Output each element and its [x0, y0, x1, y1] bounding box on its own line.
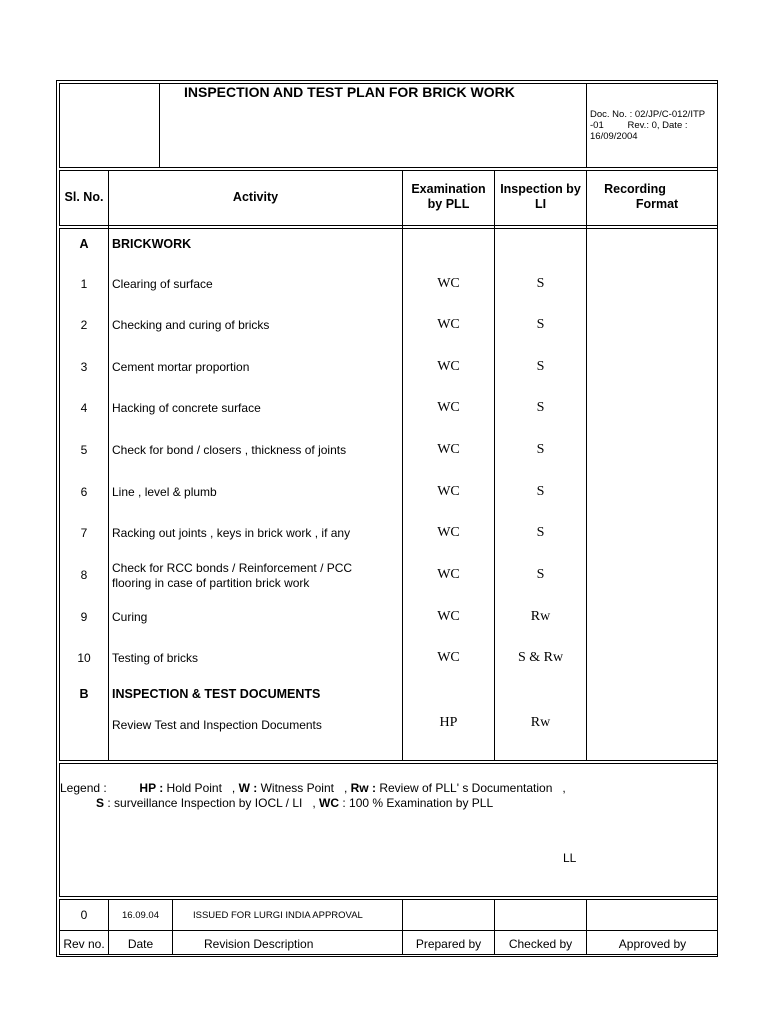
row-activity: Checking and curing of bricks: [112, 318, 270, 332]
col-header-recording-line2: Format: [635, 197, 679, 211]
col-header-activity: Activity: [232, 190, 279, 204]
row-insp: S: [536, 359, 545, 374]
legend-rw-value: Review of PLL' s Documentation ,: [379, 781, 566, 795]
rev-header-date: Date: [127, 937, 154, 951]
col-line-3: [494, 170, 495, 761]
header-divider-left: [159, 83, 160, 168]
section-b-label: INSPECTION & TEST DOCUMENTS: [112, 687, 321, 701]
row-activity: Cement mortar proportion: [112, 360, 250, 374]
header-divider-right: [586, 83, 587, 168]
col-line-4: [586, 170, 587, 761]
legend-hp-value: Hold Point ,: [166, 781, 236, 795]
section-b-id: B: [79, 687, 89, 701]
legend-line1: [60, 781, 566, 796]
row-exam: WC: [437, 525, 460, 540]
legend-label: Legend :: [60, 781, 107, 795]
doc-date: 16/09/2004: [590, 131, 638, 142]
legend-rw-key: Rw :: [350, 781, 376, 795]
col-header-exam-line1: Examination: [411, 182, 486, 196]
row-number: 7: [80, 526, 88, 540]
row-activity: Racking out joints , keys in brick work , if any: [112, 526, 351, 540]
doc-number-line2: -01 Rev.: 0, Date :: [590, 120, 688, 131]
row-exam: WC: [437, 317, 460, 332]
row-number: 6: [80, 485, 88, 499]
row-exam: WC: [437, 359, 460, 374]
col-line-2: [402, 170, 403, 761]
row-insp: S: [536, 317, 545, 332]
row-activity-line2: flooring in case of partition brick work: [112, 576, 310, 590]
row-insp: Rw: [530, 715, 551, 730]
legend-wc-value: : 100 % Examination by PLL: [342, 796, 494, 810]
row-insp: S: [536, 567, 545, 582]
col-header-recording-line1: Recording: [604, 182, 666, 196]
row-exam: WC: [437, 276, 460, 291]
legend-line2: [96, 796, 493, 811]
row-activity: Review Test and Inspection Documents: [112, 718, 322, 732]
row-number: 3: [80, 360, 88, 374]
rev-header-approved: Approved by: [618, 937, 687, 951]
legend-s-key: S: [96, 796, 105, 810]
row-insp: Rw: [530, 609, 551, 624]
legend-w-value: Witness Point ,: [260, 781, 348, 795]
rev-header-description: Revision Description: [204, 937, 314, 951]
row-insp: S: [536, 400, 545, 415]
row-activity: Check for bond / closers , thickness of joints: [112, 443, 347, 457]
row-activity-line1: Check for RCC bonds / Reinforcement / PCC: [112, 561, 353, 575]
legend-s-value: : surveillance Inspection by IOCL / LI ,: [107, 796, 316, 810]
revision-number: 0: [80, 908, 88, 922]
col-line-1: [108, 170, 109, 761]
revision-description: ISSUED FOR LURGI INDIA APPROVAL: [193, 910, 363, 921]
document-title: INSPECTION AND TEST PLAN FOR BRICK WORK: [184, 84, 515, 100]
rev-header-prepared: Prepared by: [415, 937, 482, 951]
legend-hp-key: HP :: [139, 781, 164, 795]
row-activity: Curing: [112, 610, 148, 624]
col-header-insp-line2: LI: [534, 197, 547, 211]
row-insp: S: [536, 484, 545, 499]
col-header-slno: Sl. No.: [64, 190, 104, 204]
row-insp: S & Rw: [517, 650, 564, 665]
row-exam: WC: [437, 442, 460, 457]
rev-col-line-2: [172, 899, 173, 955]
row-number: 2: [80, 318, 88, 332]
row-number: 5: [80, 443, 88, 457]
col-header-insp-line1: Inspection by: [500, 182, 581, 196]
row-exam: WC: [437, 650, 460, 665]
row-insp: S: [536, 442, 545, 457]
legend-w-key: W :: [238, 781, 258, 795]
row-exam: WC: [437, 567, 460, 582]
row-number: 9: [80, 610, 88, 624]
rev-header-number: Rev no.: [63, 937, 105, 951]
section-a-label: BRICKWORK: [112, 237, 192, 251]
row-exam: WC: [437, 609, 460, 624]
section-a-id: A: [79, 237, 89, 251]
legend-wc-key: WC: [319, 796, 340, 810]
row-activity: Line , level & plumb: [112, 485, 217, 499]
row-number: 1: [80, 277, 88, 291]
legend-ll-mark: LL: [563, 851, 577, 865]
row-activity: Testing of bricks: [112, 651, 199, 665]
revision-divider: [59, 930, 718, 931]
rev-header-checked: Checked by: [508, 937, 573, 951]
row-exam: WC: [437, 400, 460, 415]
revision-date: 16.09.04: [122, 910, 159, 921]
row-exam: HP: [439, 715, 458, 730]
row-insp: S: [536, 276, 545, 291]
row-exam: WC: [437, 484, 460, 499]
row-activity: Clearing of surface: [112, 277, 213, 291]
row-activity: Hacking of concrete surface: [112, 401, 261, 415]
col-header-exam-line2: by PLL: [427, 197, 470, 211]
row-number: 10: [77, 651, 91, 665]
doc-number-line1: Doc. No. : 02/JP/C-012/ITP: [590, 109, 706, 120]
row-number: 8: [80, 568, 88, 582]
row-number: 4: [80, 401, 88, 415]
row-insp: S: [536, 525, 545, 540]
